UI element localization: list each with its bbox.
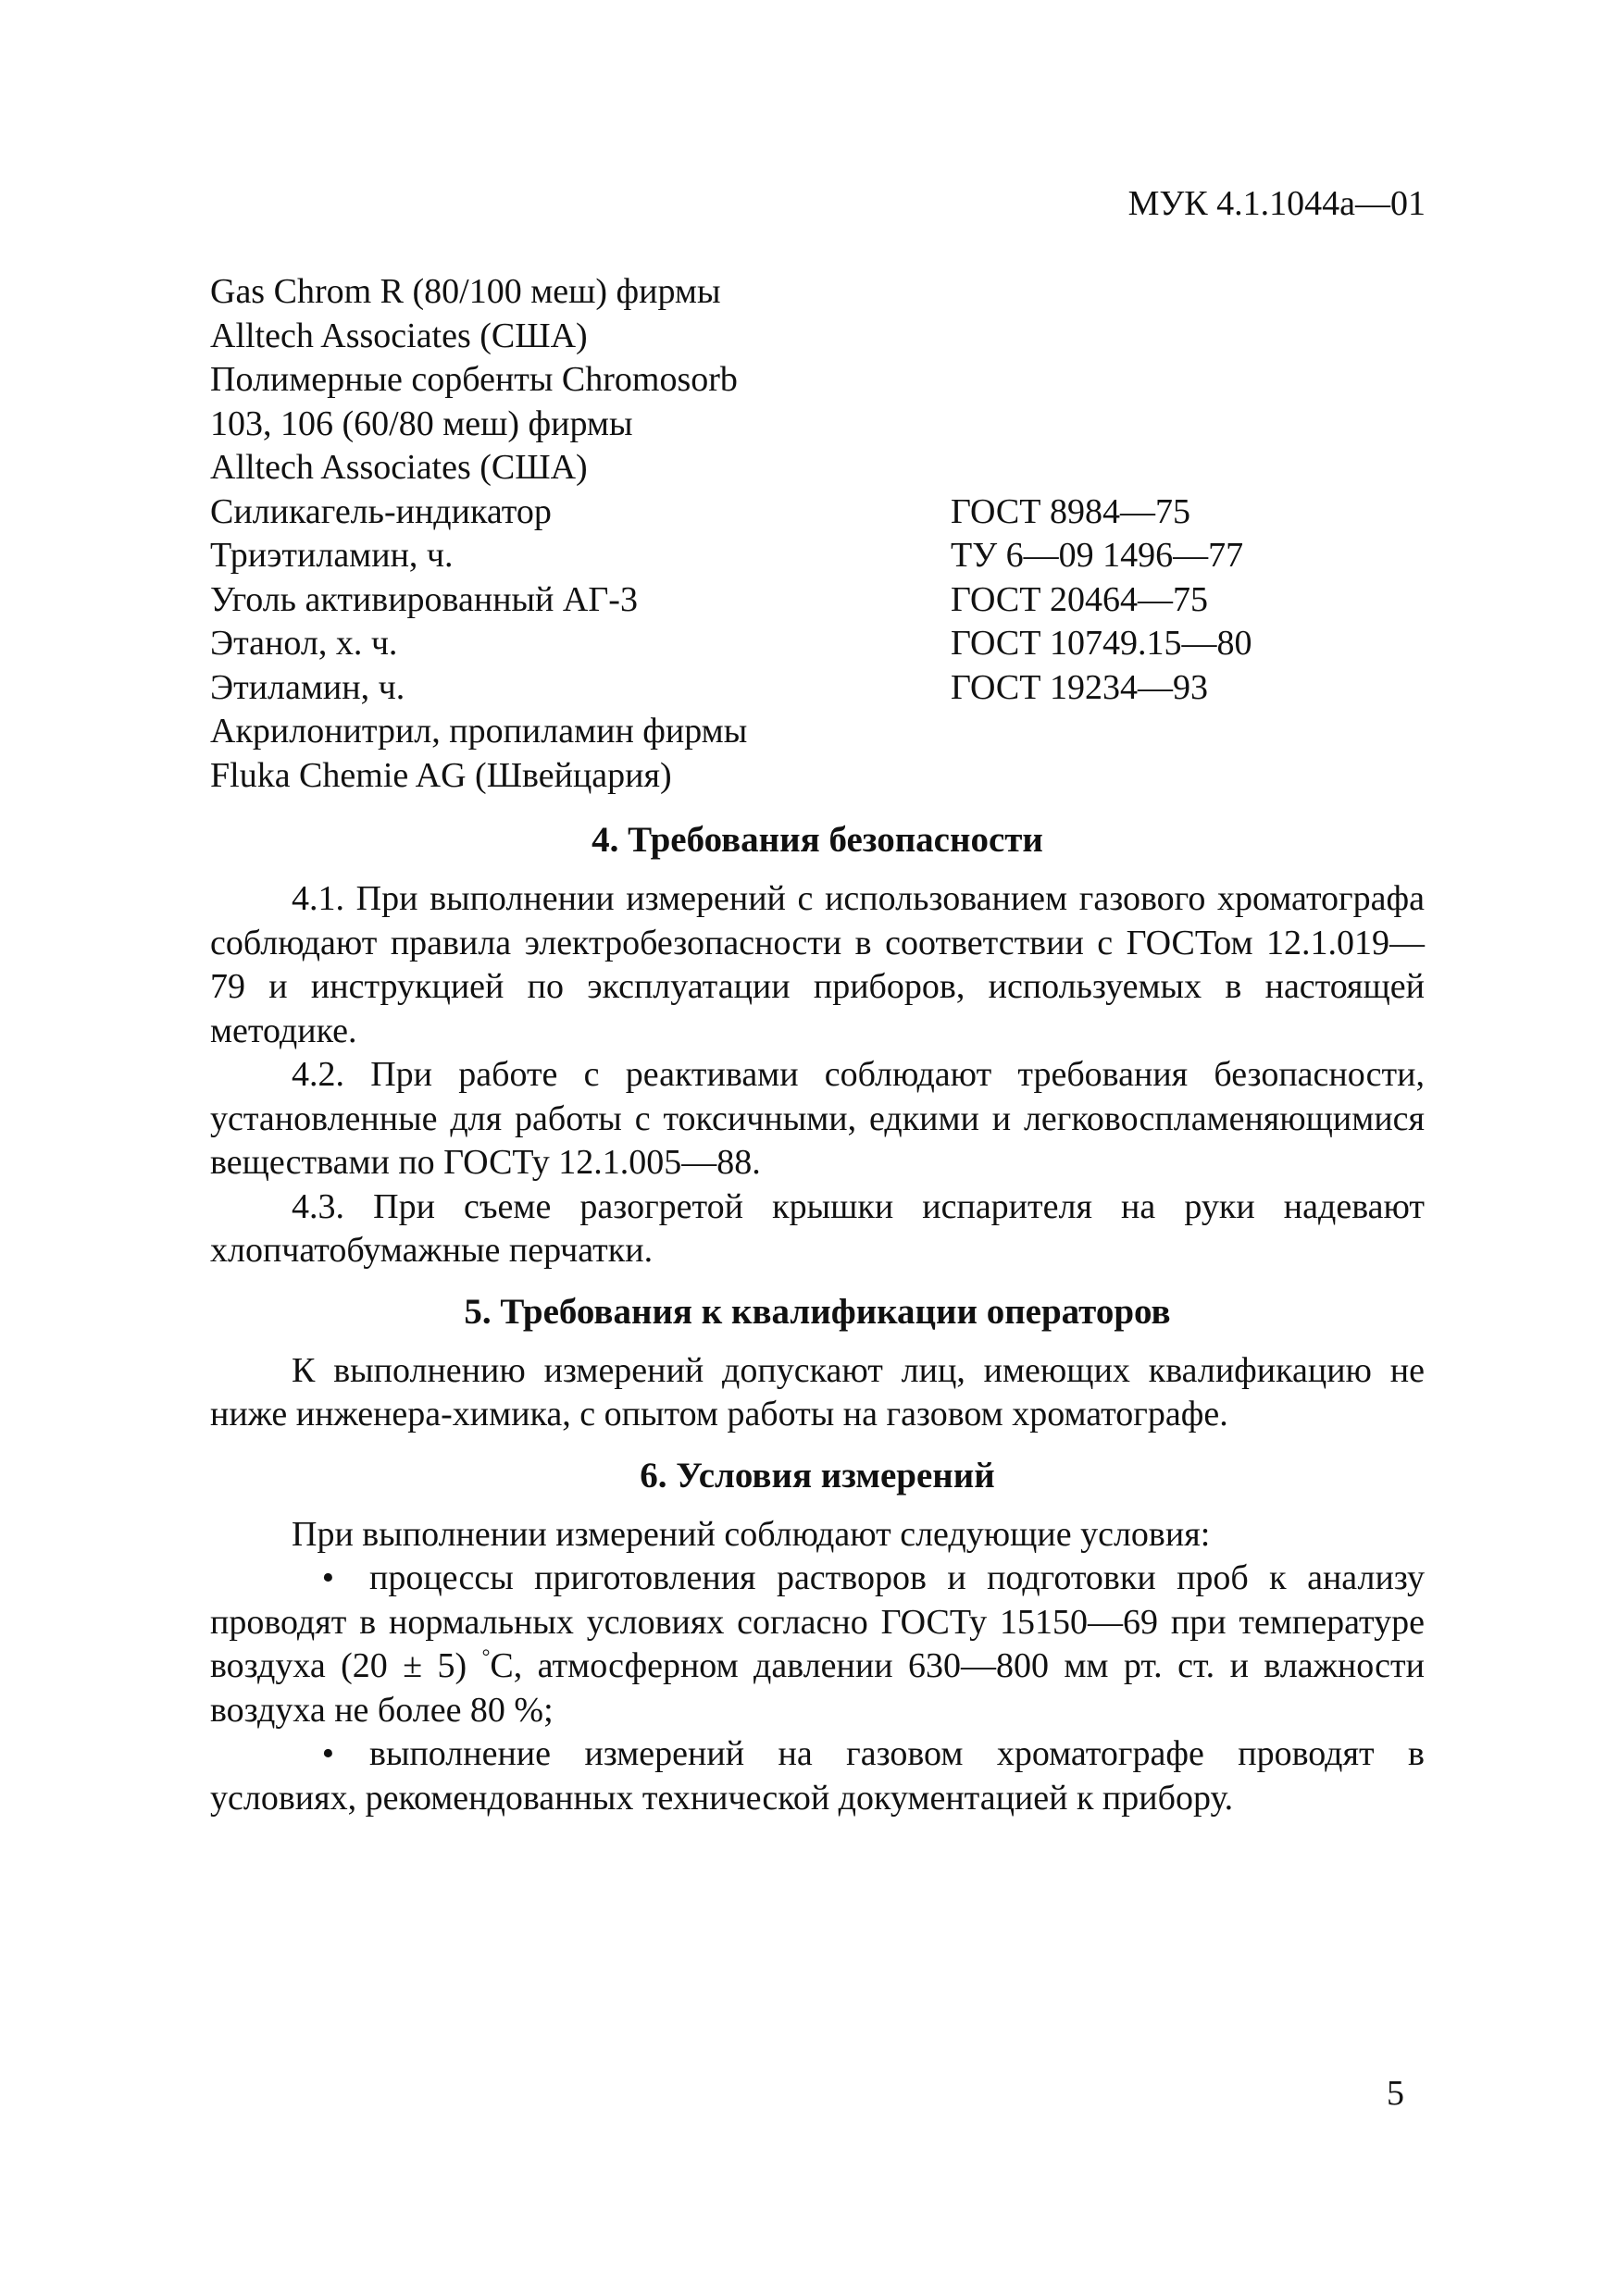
section-6-title: 6. Условия измерений (640, 1455, 995, 1496)
section-4-title: 4. Требования безопасности (592, 820, 1043, 860)
section-5-paragraph-1: К выполнению измерений допускают лиц, имеющих квалификацию не ниже инженера-химика, с опытом работы на газовом хроматографе. (210, 1350, 1425, 1433)
page-number: 5 (1387, 2074, 1404, 2113)
material-row (210, 315, 1425, 359)
material-name: Силикагель-индикатор (210, 491, 552, 531)
material-name: Акрилонитрил, пропиламин фирмы (210, 712, 748, 751)
section-6-bullet-2 (210, 1732, 1425, 1820)
section-5-title: 5. Требования к квалификации операторов (464, 1291, 1171, 1332)
material-standard: ГОСТ 20464—75 (951, 579, 1208, 619)
section-4-paragraph-3: 4.3. При съеме разогретой крышки испарителя на руки надевают хлопчатобумажные перчатки. (210, 1186, 1425, 1270)
bullet-2-text: выполнение измерений на газовом хроматографе проводят в условиях, рекомендованных технической документацией к прибору. (210, 1734, 1425, 1818)
section-6-bullet-1 (210, 1557, 1425, 1732)
material-row (210, 534, 1425, 578)
material-name: Уголь активированный АГ-3 (210, 579, 638, 619)
material-row (210, 578, 1425, 623)
material-name: Полимерные сорбенты Chromosorb (210, 360, 738, 399)
bullet-1-text-b: С, атмосферном давлении 630—800 мм рт. ст. и влажности воздуха не более 80 %; (210, 1646, 1425, 1730)
material-name: 103, 106 (60/80 меш) фирмы (210, 403, 633, 443)
material-row (210, 358, 1425, 403)
materials-list (210, 270, 1425, 798)
material-name: Fluka Chemie AG (Швейцария) (210, 755, 672, 795)
page-content (210, 270, 1425, 1820)
material-standard: ГОСТ 10749.15—80 (951, 624, 1252, 663)
material-row (210, 710, 1425, 754)
material-name: Gas Chrom R (80/100 меш) фирмы (210, 272, 721, 311)
material-name: Alltech Associates (США) (210, 448, 588, 487)
material-row (210, 666, 1425, 711)
degree-symbol: ° (481, 1644, 491, 1668)
material-name: Триэтиламин, ч. (210, 536, 454, 575)
material-row (210, 490, 1425, 535)
bullet-1-text-a: процессы приготовления растворов и подготовки проб к анализу проводят в нормальных условиях согласно ГОСТу 15150—69 при температуре воздуха (20 ± 5) (210, 1558, 1425, 1685)
bullet-icon: • (321, 1558, 334, 1597)
material-standard: ГОСТ 19234—93 (951, 667, 1208, 707)
section-4-paragraph-2: 4.2. При работе с реактивами соблюдают требования безопасности, установленные для работы с токсичными, едкими и легковоспламеняющимися веществами по ГОСТу 12.1.005—88. (210, 1055, 1425, 1182)
material-name: Этиламин, ч. (210, 667, 405, 707)
document-code-header: МУК 4.1.1044а—01 (1127, 184, 1426, 223)
material-name: Alltech Associates (США) (210, 316, 588, 355)
material-standard: ТУ 6—09 1496—77 (951, 536, 1244, 575)
material-row (210, 446, 1425, 490)
section-4-paragraph-1: 4.1. При выполнении измерений с использованием газового хроматографа соблюдают правила электробезопасности в соответствии с ГОСТом 12.1.019—79 и инструкцией по эксплуатации приборов, используемых в настоящей методике. (210, 879, 1425, 1050)
material-row (210, 270, 1425, 315)
section-6-intro: При выполнении измерений соблюдают следующие условия: (292, 1514, 1211, 1554)
material-name: Этанол, х. ч. (210, 624, 398, 663)
material-row (210, 754, 1425, 799)
bullet-icon: • (321, 1734, 334, 1773)
material-standard: ГОСТ 8984—75 (951, 491, 1190, 531)
material-row (210, 403, 1425, 447)
material-row (210, 622, 1425, 666)
